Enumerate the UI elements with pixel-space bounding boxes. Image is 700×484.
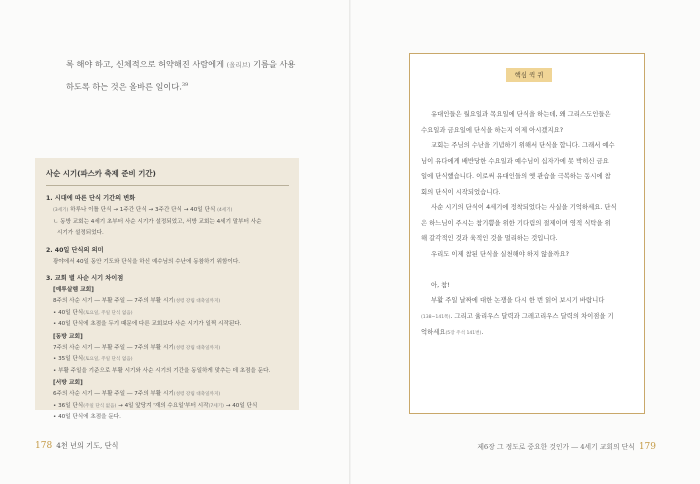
subsection-label: [예루살렘 교회] [53,287,94,293]
chapter-title: 제6장 그 정도로 중요한 것인가 ― 4세기 교회의 단식 [477,443,635,451]
left-footer [35,441,119,451]
section-line: 시기가 설정되었다. [57,230,104,236]
quiz-line: 해 갈각적인 것과 육적인 것을 멀리하는 것입니다. [421,235,558,242]
section-title: 2. 40일 단식의 의미 [46,246,104,254]
section-line: (3세기) 하루나 이틀 단식 → 1주간 단식 → 3주간 단식 → 40일 단식 (4세기) [53,207,233,213]
quiz-label: 핵심 퀵 퀴 [506,68,552,82]
quiz-line: 유대인들은 월요일과 목요일에 단식을 하는데, 왜 그리스도인들은 [431,111,611,118]
quiz-line: 회의 단식이 시작되었습니다. [421,188,501,196]
quiz-body [421,107,636,342]
quiz-line: 부활 주일 날짜에 대한 논쟁을 다시 한 번 읽어 보시기 바랍니다 [431,297,605,304]
section-line: • 40일 단식(토요일, 주일 단식 없음) [53,309,133,316]
intro-line-2: 하도록 하는 것은 올바른 일이다.$^{39}$ [66,81,189,92]
book-title: 4천 년의 기도, 단식 [56,441,119,450]
quiz-line: 우리도 이제 참된 단식을 실천해야 하지 않을까요? [431,250,570,258]
section-line: • 40일 단식에 초점을 둔다. [53,414,121,420]
box-title: 사순 시기(파스카 축제 준비 기간) [46,168,289,186]
quiz-line: (138~141쪽). 그리고 율리우스 달력과 그레고리우스 달력의 차이점을 기 [421,312,614,320]
section-line: • 36일 단식(주일 단식 없음) → 4일 앞당겨 '재의 수요일'부터 시작(7세기) → 40일 단식 [53,402,258,409]
quiz-line: 아, 참! [431,281,450,289]
quiz-line: 억하세요(5장 주석 141번). [421,329,484,336]
section-line: 6주의 사순 시기 ― 부활 주일 ― 7주의 부활 시기(성령 강림 대축일까지) [53,391,221,397]
quiz-line: 일에 단식했습니다. 이로써 유대인들의 옛 관습을 극복하는 동시에 참 [421,173,611,180]
section-40-day-meaning [46,245,289,269]
quiz-line: 수요일과 금요일에 단식을 하는지 이제 아시겠지요? [421,126,564,134]
section-line: ㄴ 동방 교회는 4세기 초부터 사순 시기가 설정되었고, 서방 교회는 4세기 말부터 사순 [53,218,262,225]
page-number: 178 [35,441,53,451]
intro-paragraph [66,54,306,97]
page-number: 179 [638,442,656,452]
section-line: • 부활 주일을 기준으로 부활 시기와 사순 시기의 기간을 동일하게 맞추는 데 초점을 둔다. [53,367,271,374]
section-title: 1. 시대에 따른 단식 기간의 변화 [46,195,136,202]
quiz-line: 은 하느님이 주시는 참기쁨을 위한 기다림의 절제이며 영적 식탁을 위 [421,219,611,227]
quiz-line: 님이 유다에게 배반당한 수요일과 예수님이 십자가에 못 박히신 금요 [421,157,609,165]
section-line: 광야에서 40일 동안 기도와 단식을 하신 예수님의 수난에 동참하기 위함이다. [53,258,241,265]
quiz-line: 사순 시기의 단식이 4세기에 정착되었다는 사실을 기억하세요. 단식 [431,204,617,211]
right-footer [477,441,656,452]
intro-line-1: 록 해야 하고, 신체적으로 허약해진 사람에게 (올리브) 기름을 사용 [66,59,296,69]
section-church-differences [46,273,289,424]
page-gutter [349,0,351,484]
section-fasting-change [46,193,289,240]
quiz-line: 교회는 주님의 수난을 기념하기 위해서 단식을 합니다. 그래서 예수 [431,142,615,149]
section-line: • 35일 단식(토요일, 주일 단식 없음) [53,356,133,362]
section-line: 8주의 사순 시기 ― 부활 주일 ― 7주의 부활 시기(성령 강림 대축일까지) [53,298,221,304]
section-line: • 40일 단식에 초점을 두기 때문에 다른 교회보다 사순 시기가 일찍 시작된다. [53,321,242,327]
section-line: 7주의 사순 시기 ― 부활 주일 ― 7주의 부활 시기(성령 강림 대축일까지) [53,344,221,351]
spacer [421,262,636,278]
subsection-label: [서방 교회] [53,380,83,386]
quick-quiz-box [409,53,645,414]
section-title: 3. 교회 별 사순 시기 차이점 [46,275,124,282]
lent-info-box [35,158,299,420]
subsection-label: [동방 교회] [53,333,83,340]
footnote-ref: 39 [181,82,189,88]
